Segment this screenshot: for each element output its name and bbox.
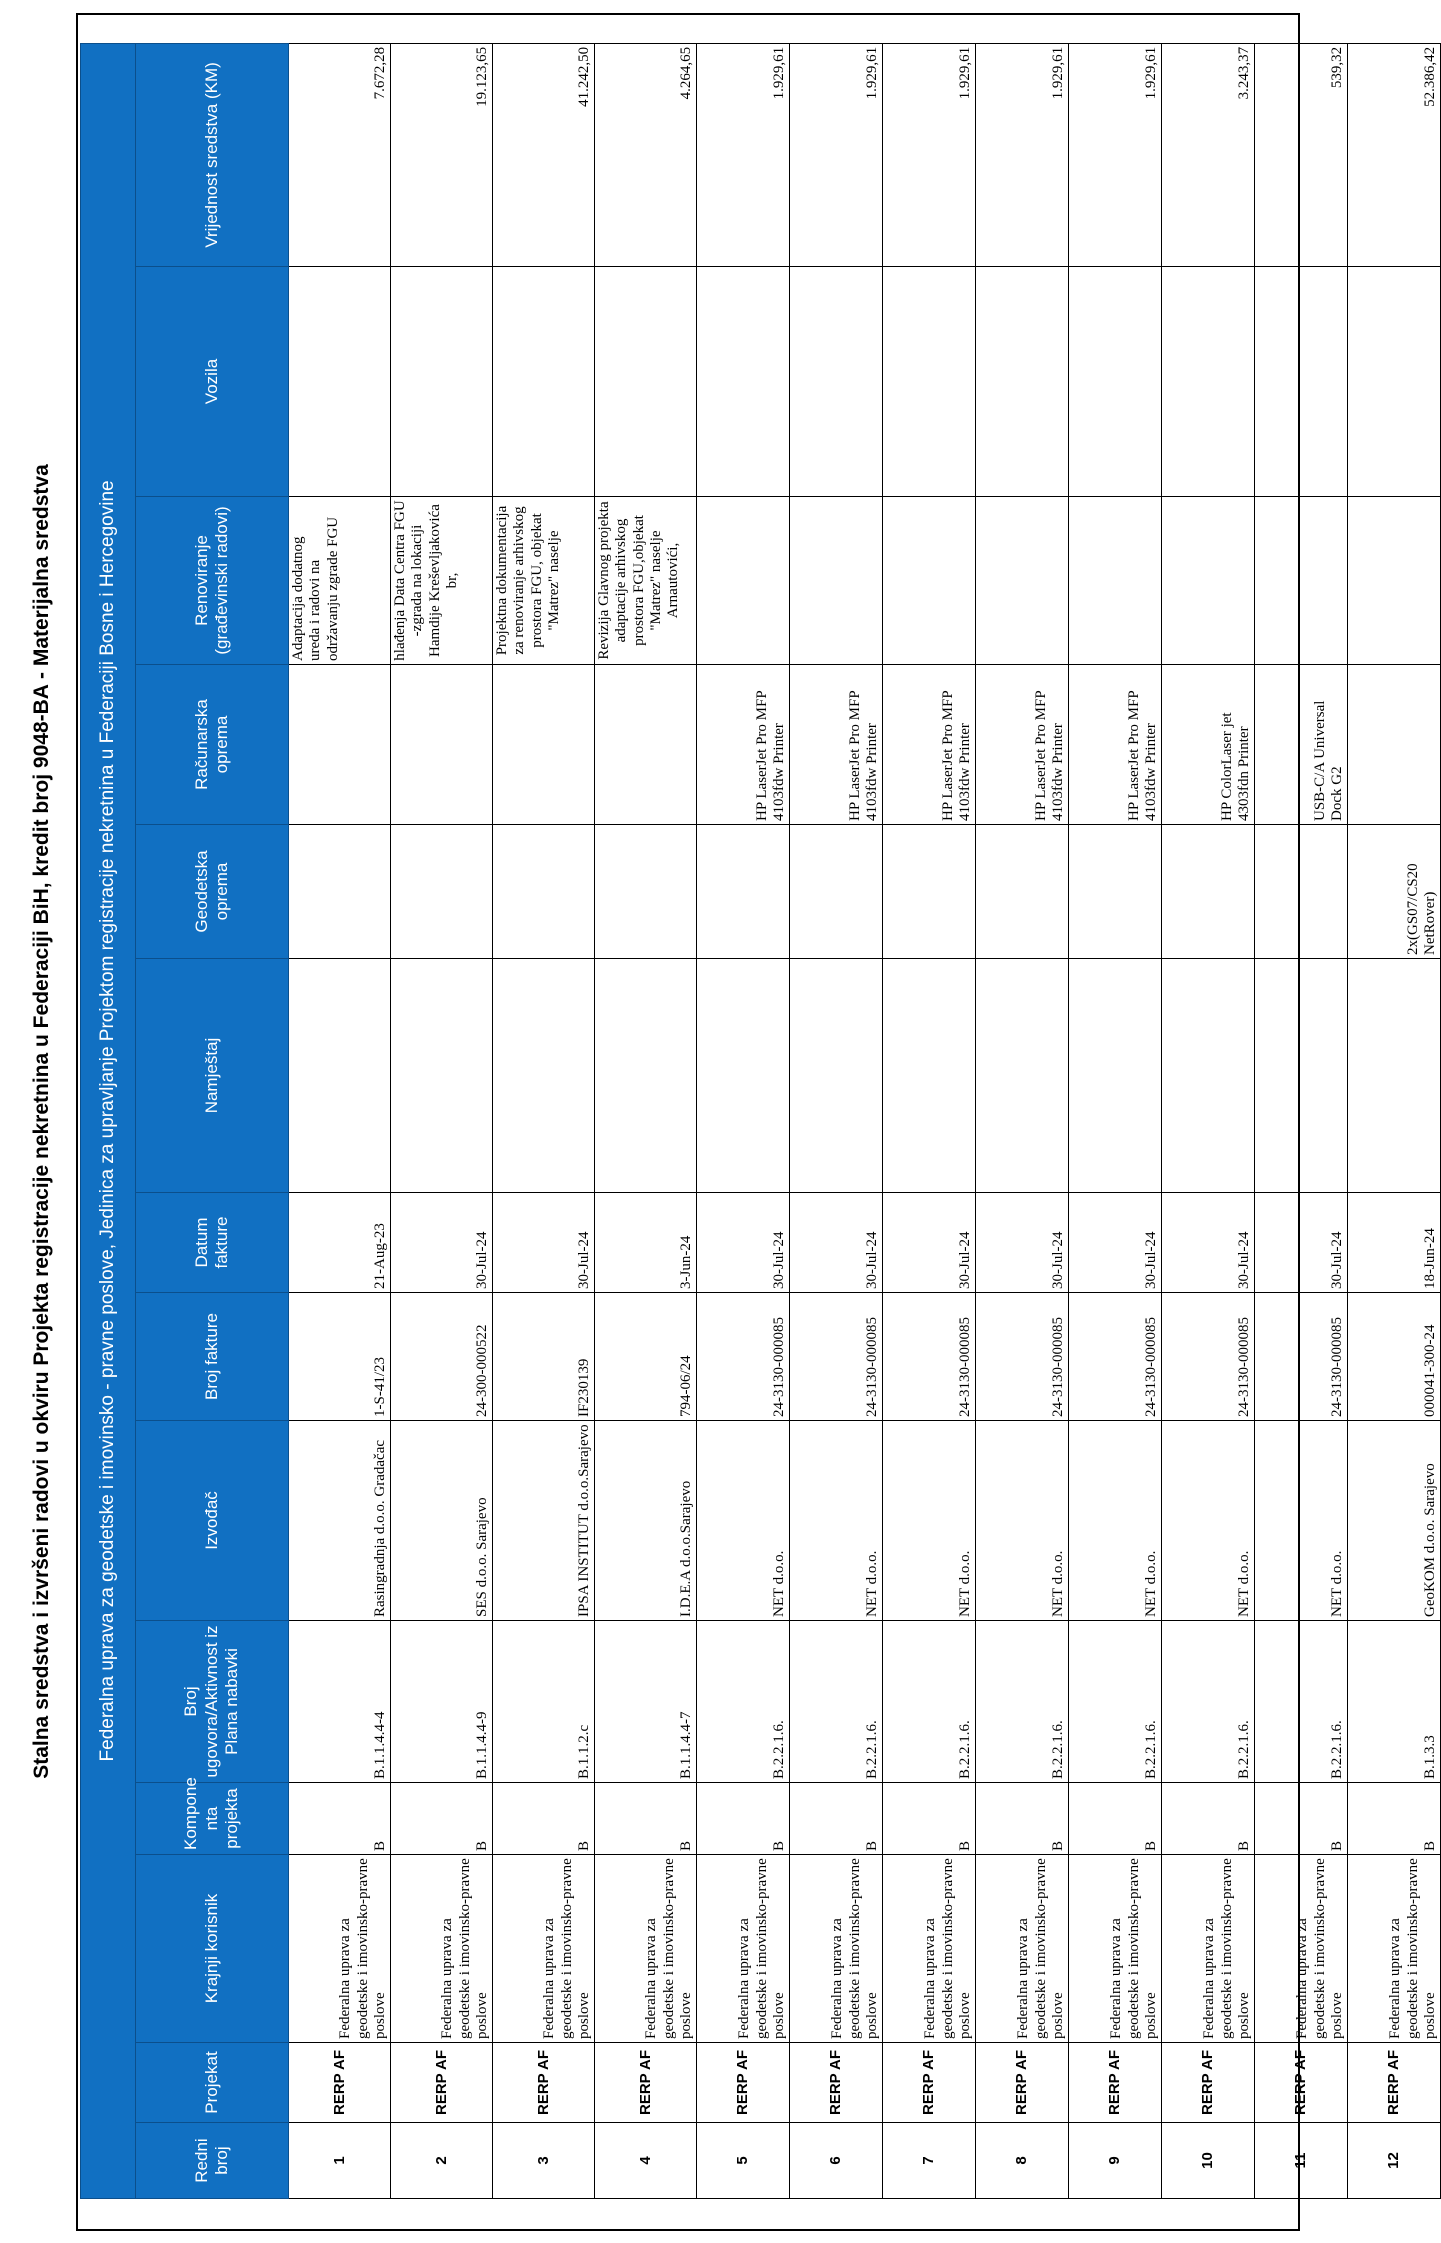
project-cell: RERP AF xyxy=(883,2043,976,2123)
col-projekat-header: Projekat xyxy=(136,2043,289,2123)
asset-value-cell: 1.929,61 xyxy=(697,43,790,266)
col-vrijednost-header: Vrijednost sredstva (KM) xyxy=(136,43,289,266)
project-cell: RERP AF xyxy=(391,2043,493,2123)
row-number: 4 xyxy=(595,2123,697,2199)
end-user-cell: Federalna uprava za geodetske i imovinsko-pravne poslove xyxy=(595,1855,697,2043)
geodetic-equipment-cell xyxy=(1162,825,1255,959)
contractor-cell: IPSA INSTITUT d.o.o.Sarajevo xyxy=(493,1421,595,1621)
renovation-cell xyxy=(1162,497,1255,665)
asset-value-cell: 539,32 xyxy=(1255,43,1348,266)
invoice-date-cell: 30-Jul-24 xyxy=(1162,1193,1255,1293)
furniture-cell xyxy=(790,959,883,1193)
asset-value-cell: 19.123,65 xyxy=(391,43,493,266)
row-number: 6 xyxy=(790,2123,883,2199)
invoice-date-cell: 30-Jul-24 xyxy=(493,1193,595,1293)
contractor-cell: I.D.E.A d.o.o.Sarajevo xyxy=(595,1421,697,1621)
col-geodetska-oprema-header: Geodetska oprema xyxy=(136,825,289,959)
component-cell: B xyxy=(1255,1783,1348,1855)
vehicles-cell xyxy=(595,267,697,497)
invoice-number-cell: 24-3130-000085 xyxy=(790,1293,883,1421)
component-cell: B xyxy=(289,1783,391,1855)
col-redni-broj-header: Redni broj xyxy=(136,2123,289,2199)
geodetic-equipment-cell xyxy=(883,825,976,959)
col-vozila-header: Vozila xyxy=(136,267,289,497)
invoice-date-cell: 21-Aug-23 xyxy=(289,1193,391,1293)
component-cell: B xyxy=(1069,1783,1162,1855)
contract-cell: B.2.2.1.6. xyxy=(1255,1621,1348,1783)
geodetic-equipment-cell xyxy=(790,825,883,959)
end-user-cell: Federalna uprava za geodetske i imovinsko-pravne poslove xyxy=(976,1855,1069,2043)
contract-cell: B.2.2.1.6. xyxy=(1162,1621,1255,1783)
renovation-cell xyxy=(883,497,976,665)
geodetic-equipment-cell: 2x(GS07/CS20 NetRover) xyxy=(1348,825,1441,959)
vehicles-cell xyxy=(1348,267,1441,497)
invoice-date-cell: 30-Jul-24 xyxy=(1255,1193,1348,1293)
contractor-cell: NET d.o.o. xyxy=(1069,1421,1162,1621)
computer-equipment-cell: USB-C/A Universal Dock G2 xyxy=(1255,665,1348,825)
col-broj-ugovora-header: Broj ugovora/Aktivnost iz Plana nabavki xyxy=(136,1621,289,1783)
invoice-number-cell: 24-3130-000085 xyxy=(697,1293,790,1421)
computer-equipment-cell: HP LaserJet Pro MFP 4103fdw Printer xyxy=(976,665,1069,825)
computer-equipment-cell: HP ColorLaser jet 4303fdn Printer xyxy=(1162,665,1255,825)
contractor-cell: NET d.o.o. xyxy=(976,1421,1069,1621)
assets-table xyxy=(80,43,1441,2199)
project-cell: RERP AF xyxy=(1255,2043,1348,2123)
table-row xyxy=(976,43,1069,2198)
invoice-number-cell: 24-3130-000085 xyxy=(1255,1293,1348,1421)
contractor-cell: NET d.o.o. xyxy=(790,1421,883,1621)
project-cell: RERP AF xyxy=(1069,2043,1162,2123)
contractor-cell: GeoKOM d.o.o. Sarajevo xyxy=(1348,1421,1441,1621)
table-row xyxy=(790,43,883,2198)
row-number: 9 xyxy=(1069,2123,1162,2199)
col-komponenta-header: Kompone nta projekta xyxy=(136,1783,289,1855)
component-cell: B xyxy=(976,1783,1069,1855)
asset-value-cell: 3.243,37 xyxy=(1162,43,1255,266)
table-row xyxy=(493,43,595,2198)
computer-equipment-cell: HP LaserJet Pro MFP 4103fdw Printer xyxy=(697,665,790,825)
contractor-cell: NET d.o.o. xyxy=(1255,1421,1348,1621)
contract-cell: B.2.2.1.6. xyxy=(1069,1621,1162,1783)
invoice-date-cell: 18-Jun-24 xyxy=(1348,1193,1441,1293)
project-cell: RERP AF xyxy=(976,2043,1069,2123)
geodetic-equipment-cell xyxy=(1069,825,1162,959)
project-cell: RERP AF xyxy=(289,2043,391,2123)
asset-value-cell: 41.242,50 xyxy=(493,43,595,266)
asset-value-cell: 52.386,42 xyxy=(1348,43,1441,266)
component-cell: B xyxy=(1348,1783,1441,1855)
invoice-number-cell: 24-3130-000085 xyxy=(976,1293,1069,1421)
renovation-cell xyxy=(697,497,790,665)
component-cell: B xyxy=(391,1783,493,1855)
row-number: 12 xyxy=(1348,2123,1441,2199)
furniture-cell xyxy=(493,959,595,1193)
table-row xyxy=(391,43,493,2198)
invoice-date-cell: 30-Jul-24 xyxy=(391,1193,493,1293)
col-datum-fakture-header: Datum fakture xyxy=(136,1193,289,1293)
component-cell: B xyxy=(493,1783,595,1855)
vehicles-cell xyxy=(976,267,1069,497)
col-namjestaj-header: Namještaj xyxy=(136,959,289,1193)
end-user-cell: Federalna uprava za geodetske i imovinsko-pravne poslove xyxy=(1255,1855,1348,2043)
invoice-number-cell: 000041-300-24 xyxy=(1348,1293,1441,1421)
asset-value-cell: 1.929,61 xyxy=(790,43,883,266)
asset-value-cell: 1.929,61 xyxy=(883,43,976,266)
project-cell: RERP AF xyxy=(1162,2043,1255,2123)
component-cell: B xyxy=(883,1783,976,1855)
table-row xyxy=(1069,43,1162,2198)
row-number: 8 xyxy=(976,2123,1069,2199)
col-racunarska-oprema-header: Računarska oprema xyxy=(136,665,289,825)
table-body xyxy=(289,43,1441,2198)
table-row xyxy=(1162,43,1255,2198)
renovation-cell: Revizija Glavnog projekta adaptacije arhivskog prostora FGU,objekat "Matrez" naselje Arnautovići, xyxy=(595,497,697,665)
contractor-cell: NET d.o.o. xyxy=(697,1421,790,1621)
document-title: Stalna sredstva i izvršeni radovi u okviru Projekta registracije nekretnina u Federaciji BiH, kredit broj 9048-BA - Materijalna sredstva xyxy=(30,464,53,1779)
vehicles-cell xyxy=(289,267,391,497)
component-cell: B xyxy=(697,1783,790,1855)
end-user-cell: Federalna uprava za geodetske i imovinsko-pravne poslove xyxy=(697,1855,790,2043)
table-row xyxy=(1255,43,1348,2198)
col-renoviranje-header: Renoviranje (građevinski radovi) xyxy=(136,497,289,665)
invoice-date-cell: 30-Jul-24 xyxy=(976,1193,1069,1293)
component-cell: B xyxy=(790,1783,883,1855)
invoice-date-cell: 30-Jul-24 xyxy=(790,1193,883,1293)
furniture-cell xyxy=(883,959,976,1193)
vehicles-cell xyxy=(1069,267,1162,497)
table-row xyxy=(289,43,391,2198)
invoice-date-cell: 30-Jul-24 xyxy=(697,1193,790,1293)
geodetic-equipment-cell xyxy=(595,825,697,959)
contract-cell: B.1.1.4.4-9 xyxy=(391,1621,493,1783)
furniture-cell xyxy=(289,959,391,1193)
contract-cell: B.2.2.1.6. xyxy=(976,1621,1069,1783)
computer-equipment-cell: HP LaserJet Pro MFP 4103fdw Printer xyxy=(883,665,976,825)
table-row xyxy=(883,43,976,2198)
asset-value-cell: 1.929,61 xyxy=(1069,43,1162,266)
asset-value-cell: 4.264,65 xyxy=(595,43,697,266)
row-number: 10 xyxy=(1162,2123,1255,2199)
invoice-date-cell: 3-Jun-24 xyxy=(595,1193,697,1293)
end-user-cell: Federalna uprava za geodetske i imovinsko-pravne poslove xyxy=(1162,1855,1255,2043)
project-cell: RERP AF xyxy=(493,2043,595,2123)
computer-equipment-cell xyxy=(289,665,391,825)
contract-cell: B.2.2.1.6. xyxy=(697,1621,790,1783)
project-cell: RERP AF xyxy=(595,2043,697,2123)
contract-cell: B.1.1.4.4-7 xyxy=(595,1621,697,1783)
vehicles-cell xyxy=(790,267,883,497)
contract-cell: B.1.1.2.c xyxy=(493,1621,595,1783)
row-number: 1 xyxy=(289,2123,391,2199)
end-user-cell: Federalna uprava za geodetske i imovinsko-pravne poslove xyxy=(493,1855,595,2043)
furniture-cell xyxy=(1162,959,1255,1193)
computer-equipment-cell xyxy=(595,665,697,825)
contractor-cell: Rasingradnja d.o.o. Gradačac xyxy=(289,1421,391,1621)
col-krajnji-korisnik-header: Krajnji korisnik xyxy=(136,1855,289,2043)
furniture-cell xyxy=(1348,959,1441,1193)
table-row xyxy=(595,43,697,2198)
contractor-cell: SES d.o.o. Sarajevo xyxy=(391,1421,493,1621)
table-banner: Federalna uprava za geodetske i imovinsko - pravne poslove, Jedinica za upravljanje Projektom registracije nekretnina u Federaciji Bosne i Hercegovine xyxy=(81,43,136,2198)
project-cell: RERP AF xyxy=(790,2043,883,2123)
table-row xyxy=(697,43,790,2198)
invoice-number-cell: 1-S-41/23 xyxy=(289,1293,391,1421)
renovation-cell: Projektna dokumentacija za renoviranje arhivskog prostora FGU, objekat "Matrez" naselje xyxy=(493,497,595,665)
column-header-row xyxy=(136,43,289,2198)
renovation-cell xyxy=(976,497,1069,665)
furniture-cell xyxy=(1255,959,1348,1193)
project-cell: RERP AF xyxy=(1348,2043,1441,2123)
invoice-date-cell: 30-Jul-24 xyxy=(883,1193,976,1293)
contract-cell: B.1.3.3 xyxy=(1348,1621,1441,1783)
computer-equipment-cell: HP LaserJet Pro MFP 4103fdw Printer xyxy=(790,665,883,825)
end-user-cell: Federalna uprava za geodetske i imovinsko-pravne poslove xyxy=(289,1855,391,2043)
invoice-number-cell: 24-300-000522 xyxy=(391,1293,493,1421)
end-user-cell: Federalna uprava za geodetske i imovinsko-pravne poslove xyxy=(1348,1855,1441,2043)
furniture-cell xyxy=(697,959,790,1193)
invoice-number-cell: IF230139 xyxy=(493,1293,595,1421)
furniture-cell xyxy=(391,959,493,1193)
end-user-cell: Federalna uprava za geodetske i imovinsko-pravne poslove xyxy=(883,1855,976,2043)
vehicles-cell xyxy=(697,267,790,497)
asset-value-cell: 1.929,61 xyxy=(976,43,1069,266)
vehicles-cell xyxy=(493,267,595,497)
furniture-cell xyxy=(976,959,1069,1193)
invoice-number-cell: 24-3130-000085 xyxy=(883,1293,976,1421)
contract-cell: B.2.2.1.6. xyxy=(790,1621,883,1783)
row-number: 5 xyxy=(697,2123,790,2199)
vehicles-cell xyxy=(883,267,976,497)
col-broj-fakture-header: Broj fakture xyxy=(136,1293,289,1421)
computer-equipment-cell xyxy=(493,665,595,825)
contractor-cell: NET d.o.o. xyxy=(883,1421,976,1621)
geodetic-equipment-cell xyxy=(1255,825,1348,959)
row-number: 3 xyxy=(493,2123,595,2199)
invoice-number-cell: 24-3130-000085 xyxy=(1162,1293,1255,1421)
geodetic-equipment-cell xyxy=(493,825,595,959)
geodetic-equipment-cell xyxy=(391,825,493,959)
renovation-cell xyxy=(790,497,883,665)
col-izvodjac-header: Izvođač xyxy=(136,1421,289,1621)
computer-equipment-cell: HP LaserJet Pro MFP 4103fdw Printer xyxy=(1069,665,1162,825)
renovation-cell xyxy=(1069,497,1162,665)
invoice-number-cell: 24-3130-000085 xyxy=(1069,1293,1162,1421)
contractor-cell: NET d.o.o. xyxy=(1162,1421,1255,1621)
component-cell: B xyxy=(1162,1783,1255,1855)
end-user-cell: Federalna uprava za geodetske i imovinsko-pravne poslove xyxy=(1069,1855,1162,2043)
geodetic-equipment-cell xyxy=(976,825,1069,959)
invoice-date-cell: 30-Jul-24 xyxy=(1069,1193,1162,1293)
contract-cell: B.2.2.1.6. xyxy=(883,1621,976,1783)
asset-value-cell: 7.672,28 xyxy=(289,43,391,266)
renovation-cell xyxy=(1348,497,1441,665)
row-number: 2 xyxy=(391,2123,493,2199)
geodetic-equipment-cell xyxy=(697,825,790,959)
vehicles-cell xyxy=(1255,267,1348,497)
computer-equipment-cell xyxy=(391,665,493,825)
contract-cell: B.1.1.4.4-4 xyxy=(289,1621,391,1783)
furniture-cell xyxy=(595,959,697,1193)
project-cell: RERP AF xyxy=(697,2043,790,2123)
vehicles-cell xyxy=(1162,267,1255,497)
vehicles-cell xyxy=(391,267,493,497)
computer-equipment-cell xyxy=(1348,665,1441,825)
geodetic-equipment-cell xyxy=(289,825,391,959)
end-user-cell: Federalna uprava za geodetske i imovinsko-pravne poslove xyxy=(391,1855,493,2043)
renovation-cell xyxy=(1255,497,1348,665)
row-number: 7 xyxy=(883,2123,976,2199)
table-row xyxy=(1348,43,1441,2198)
renovation-cell: hlađenja Data Centra FGU -zgrada na lokaciji Hamdije Kreševljakovića br, xyxy=(391,497,493,665)
renovation-cell: Adaptacija dodatnog ureda i radovi na održavanju zgrade FGU xyxy=(289,497,391,665)
row-number: 11 xyxy=(1255,2123,1348,2199)
component-cell: B xyxy=(595,1783,697,1855)
end-user-cell: Federalna uprava za geodetske i imovinsko-pravne poslove xyxy=(790,1855,883,2043)
invoice-number-cell: 794-06/24 xyxy=(595,1293,697,1421)
furniture-cell xyxy=(1069,959,1162,1193)
